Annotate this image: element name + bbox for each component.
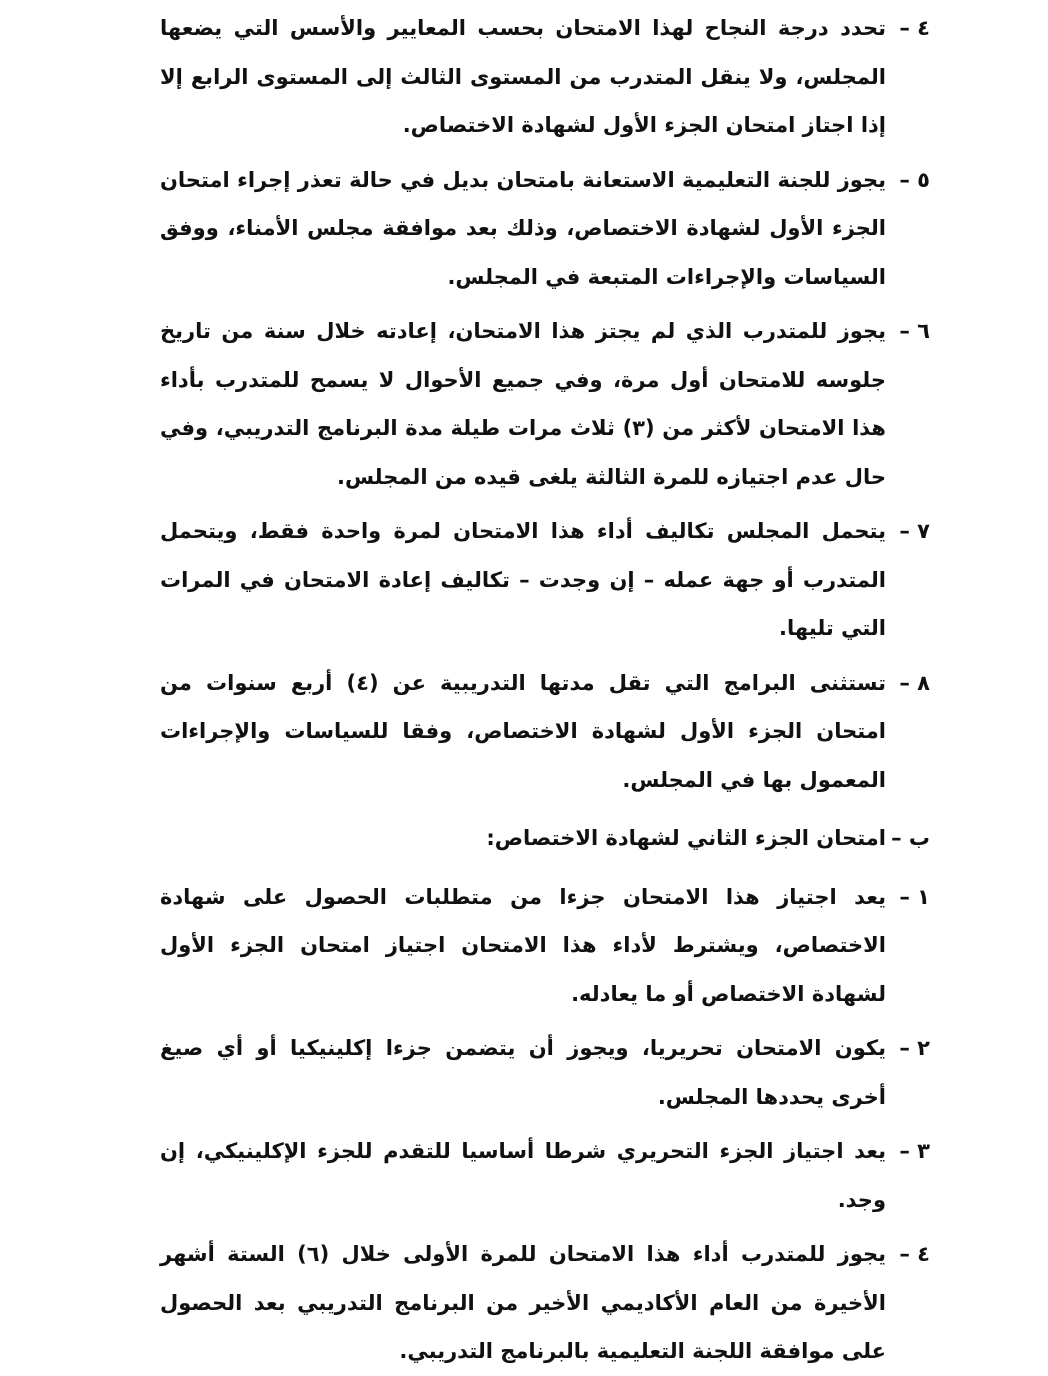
- item-text: يكون الامتحان تحريريا، ويجوز أن يتضمن جزءا إكلينيكيا أو أي صيغ أخرى يحددها المجلس.: [160, 1036, 886, 1109]
- item-number: ٦ –: [899, 319, 930, 343]
- item-text: يتحمل المجلس تكاليف أداء هذا الامتحان لمرة واحدة فقط، ويتحمل المتدرب أو جهة عمله – إن وجدت – تكاليف إعادة الامتحان في المرات التي تليها.: [160, 519, 886, 640]
- item-text: تحدد درجة النجاح لهذا الامتحان بحسب المعايير والأسس التي يضعها المجلس، ولا ينقل المتدرب من المستوى الثالث إلى المستوى الرابع إلا إذا اجتاز امتحان الجزء الأول لشهادة الاختصاص.: [160, 16, 886, 137]
- item-number: ٢ –: [899, 1036, 930, 1060]
- item-number: ٥ –: [899, 167, 930, 192]
- item-text: يعد اجتياز هذا الامتحان جزءا من متطلبات الحصول على شهادة الاختصاص، ويشترط لأداء هذا الامتحان اجتياز امتحان الجزء الأول لشهادة الاختصاص أو ما يعادله.: [160, 884, 886, 1006]
- section-a-item-5: [160, 156, 930, 302]
- item-number: ١ –: [899, 884, 930, 909]
- item-number: ٤ –: [899, 1242, 930, 1266]
- section-b-item-2: [160, 1024, 930, 1121]
- item-text: يجوز للمتدرب الذي لم يجتز هذا الامتحان، إعادته خلال سنة من تاريخ جلوسه للامتحان أول مرة، وفي جميع الأحوال لا يسمح للمتدرب بأداء هذا الامتحان لأكثر من (٣) ثلاث مرات طيلة مدة البرنامج التدريبي، وفي حال عدم اجتيازه للمرة الثالثة يلغى قيده من المجلس.: [160, 319, 886, 489]
- section-title: امتحان الجزء الثاني لشهادة الاختصاص:: [486, 826, 886, 850]
- item-number: ٧ –: [899, 519, 930, 543]
- item-number: ٣ –: [899, 1139, 930, 1163]
- item-text: تستثنى البرامج التي تقل مدتها التدريبية عن (٤) أربع سنوات من امتحان الجزء الأول لشهادة الاختصاص، وفقا للسياسات والإجراءات المعمول بها في المجلس.: [160, 670, 887, 792]
- item-number: ٤ –: [899, 16, 930, 40]
- section-a-item-4: [160, 4, 930, 150]
- section-a-item-8: [160, 659, 930, 805]
- section-b-heading: [160, 814, 930, 863]
- item-number: ٨ –: [899, 670, 930, 695]
- item-text: يعد اجتياز الجزء التحريري شرطا أساسيا للتقدم للجزء الإكلينيكي، إن وجد.: [160, 1139, 886, 1212]
- section-letter: ب –: [891, 826, 930, 850]
- document-page: [160, 4, 930, 1376]
- section-b-item-3: [160, 1127, 930, 1224]
- item-text: يجوز للمتدرب أداء هذا الامتحان للمرة الأولى خلال (٦) الستة أشهر الأخيرة من العام الأكاديمي الأخير من البرنامج التدريبي بعد الحصول على موافقة اللجنة التعليمية بالبرنامج التدريبي.: [160, 1242, 886, 1363]
- section-b-item-1: [160, 873, 930, 1019]
- section-a-item-7: [160, 507, 930, 653]
- section-a-item-6: [160, 307, 930, 501]
- item-text: يجوز للجنة التعليمية الاستعانة بامتحان بديل في حالة تعذر إجراء امتحان الجزء الأول لشهادة الاختصاص، وذلك بعد موافقة مجلس الأمناء، ووفق السياسات والإجراءات المتبعة في المجلس.: [160, 167, 886, 289]
- section-b-item-4: [160, 1230, 930, 1376]
